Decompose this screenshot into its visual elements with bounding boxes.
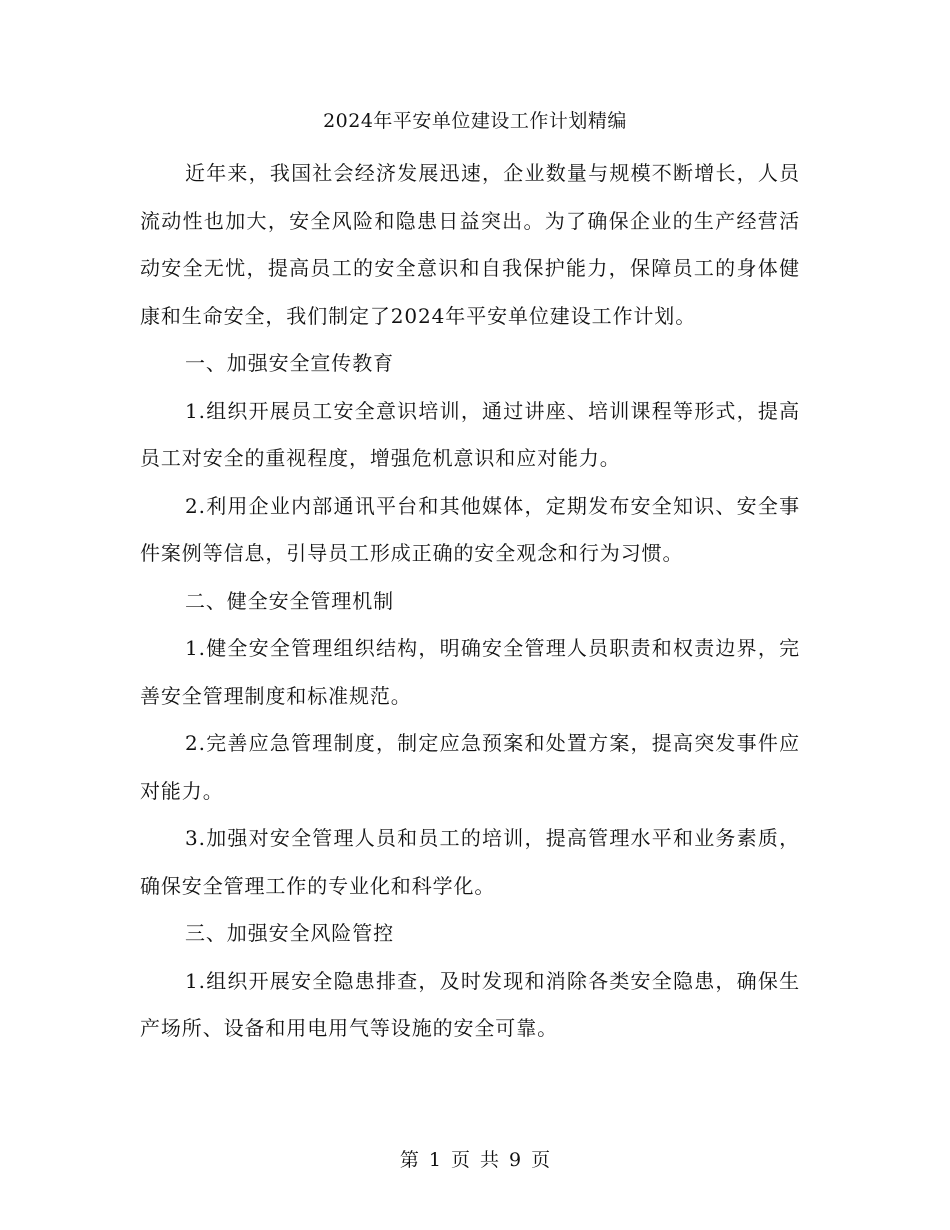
section-2-item-2: 2.完善应急管理制度，制定应急预案和处置方案，提高突发事件应对能力。: [140, 731, 800, 803]
page-number-footer: 第 1 页 共 9 页: [399, 1149, 551, 1171]
section-heading-3: 三、加强安全风险管控: [185, 921, 394, 945]
intro-paragraph: 近年来，我国社会经济发展迅速，企业数量与规模不断增长，人员流动性也加大，安全风险和隐患日益突出。为了确保企业的生产经营活动安全无忧，提高员工的安全意识和自我保护能力，保障员工的身体健康和生命安全，我们制定了2024年平安单位建设工作计划。: [140, 161, 800, 328]
section-heading-1: 一、加强安全宣传教育: [185, 351, 394, 375]
document-title: 2024年平安单位建设工作计划精编: [323, 110, 627, 132]
section-1-item-1: 1.组织开展员工安全意识培训，通过讲座、培训课程等形式，提高员工对安全的重视程度，增强危机意识和应对能力。: [140, 398, 800, 470]
section-2-item-1: 1.健全安全管理组织结构，明确安全管理人员职责和权责边界，完善安全管理制度和标准规范。: [140, 636, 800, 708]
document-body: [140, 150, 800, 1053]
section-1-item-2: 2.利用企业内部通讯平台和其他媒体，定期发布安全知识、安全事件案例等信息，引导员工形成正确的安全观念和行为习惯。: [140, 493, 800, 565]
section-2-item-3: 3.加强对安全管理人员和员工的培训，提高管理水平和业务素质，确保安全管理工作的专业化和科学化。: [140, 826, 800, 898]
section-3-item-1: 1.组织开展安全隐患排查，及时发现和消除各类安全隐患，确保生产场所、设备和用电用气等设施的安全可靠。: [140, 968, 800, 1040]
section-heading-2: 二、健全安全管理机制: [185, 588, 394, 613]
